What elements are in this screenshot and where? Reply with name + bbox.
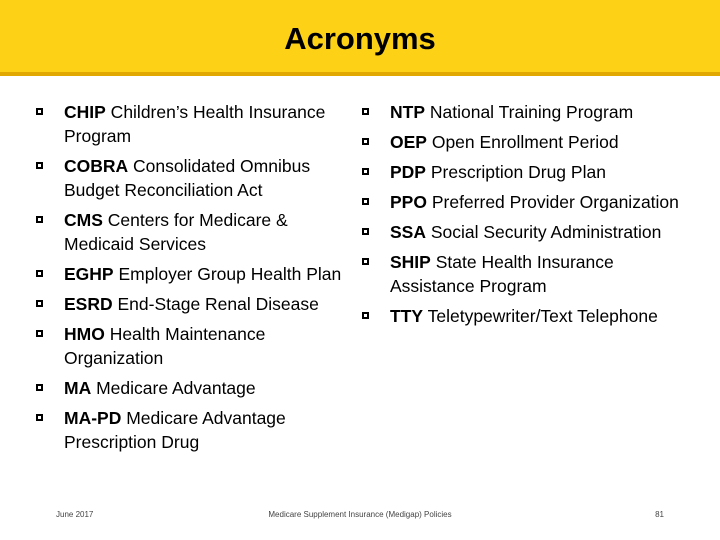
acronym: TTY: [390, 306, 424, 326]
list-item: [362, 250, 702, 298]
list-item: [362, 304, 702, 328]
list-item: [36, 100, 356, 148]
acronym: CHIP: [64, 102, 106, 122]
acronym-definition: Medicare Advantage: [91, 378, 256, 398]
acronym: ESRD: [64, 294, 113, 314]
list-item: [362, 100, 702, 124]
acronym-definition: Prescription Drug Plan: [425, 162, 606, 182]
acronym-definition: Social Security Administration: [425, 222, 662, 242]
list-item: [36, 376, 356, 400]
acronym: COBRA: [64, 156, 129, 176]
acronym-definition: Centers for Medicare & Medicaid Services: [64, 210, 288, 254]
list-item: [36, 262, 356, 286]
square-bullet-icon: [362, 228, 369, 235]
square-bullet-icon: [362, 258, 369, 265]
acronym: MA-PD: [64, 408, 122, 428]
square-bullet-icon: [362, 168, 369, 175]
acronym: PPO: [390, 192, 427, 212]
left-acronym-list: [36, 100, 356, 460]
list-item: [362, 160, 702, 184]
list-item: [36, 154, 356, 202]
acronym-definition: Employer Group Health Plan: [113, 264, 342, 284]
acronym: OEP: [390, 132, 427, 152]
acronym-definition: State Health Insurance Assistance Program: [390, 252, 614, 296]
acronym-definition: End-Stage Renal Disease: [112, 294, 319, 314]
title-rule: [0, 72, 720, 76]
square-bullet-icon: [36, 216, 43, 223]
acronym-definition: Health Maintenance Organization: [64, 324, 266, 368]
acronym: PDP: [390, 162, 426, 182]
square-bullet-icon: [362, 198, 369, 205]
acronym-definition: Consolidated Omnibus Budget Reconciliation Act: [64, 156, 311, 200]
list-item: [36, 208, 356, 256]
square-bullet-icon: [36, 162, 43, 169]
right-acronym-list: [362, 100, 702, 334]
list-item: [36, 292, 356, 316]
list-item: [362, 220, 702, 244]
footer-title: Medicare Supplement Insurance (Medigap) Policies: [268, 510, 452, 519]
acronym: HMO: [64, 324, 105, 344]
square-bullet-icon: [36, 108, 43, 115]
square-bullet-icon: [36, 300, 43, 307]
acronym-definition: Open Enrollment Period: [426, 132, 619, 152]
acronym: SHIP: [390, 252, 431, 272]
acronym-definition: Teletypewriter/Text Telephone: [423, 306, 658, 326]
square-bullet-icon: [36, 330, 43, 337]
acronym: CMS: [64, 210, 103, 230]
acronym-definition: Preferred Provider Organization: [426, 192, 679, 212]
list-item: [36, 322, 356, 370]
acronym: MA: [64, 378, 92, 398]
square-bullet-icon: [362, 108, 369, 115]
square-bullet-icon: [36, 384, 43, 391]
square-bullet-icon: [36, 270, 43, 277]
acronym: EGHP: [64, 264, 114, 284]
acronym-definition: Medicare Advantage Prescription Drug: [64, 408, 286, 452]
list-item: [362, 130, 702, 154]
acronym: SSA: [390, 222, 426, 242]
square-bullet-icon: [362, 312, 369, 319]
square-bullet-icon: [36, 414, 43, 421]
page-number: 81: [655, 510, 664, 519]
acronym-definition: National Training Program: [425, 102, 634, 122]
list-item: [362, 190, 702, 214]
list-item: [36, 406, 356, 454]
acronym: NTP: [390, 102, 425, 122]
acronym-definition: Children’s Health Insurance Program: [64, 102, 326, 146]
footer-date: June 2017: [56, 510, 94, 519]
slide-title: Acronyms: [284, 21, 436, 56]
square-bullet-icon: [362, 138, 369, 145]
